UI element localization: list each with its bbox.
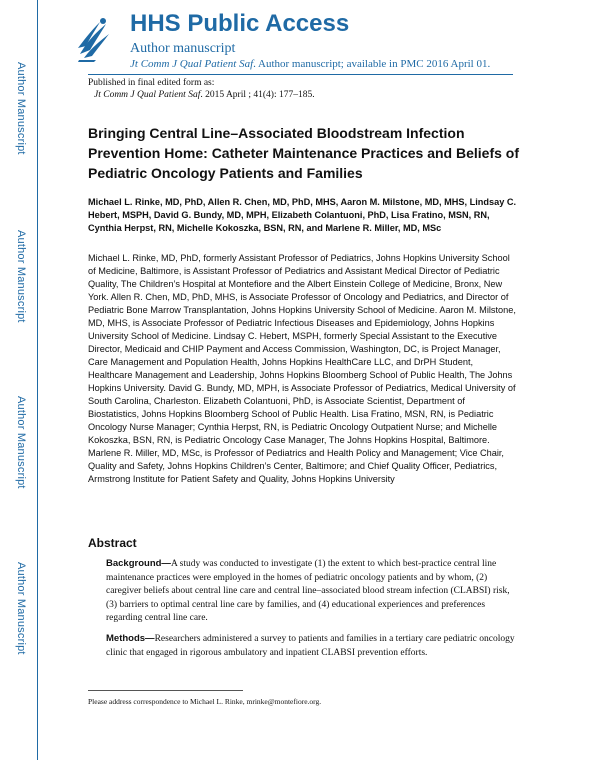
header-subtitle: Author manuscript <box>130 41 236 56</box>
abstract-methods <box>106 632 516 660</box>
side-rule <box>37 0 38 760</box>
methods-label: Methods— <box>106 633 155 644</box>
correspondence-footnote: Please address correspondence to Michael L. Rinke, mrinke@montefiore.org. <box>88 697 322 706</box>
side-label-author-manuscript: Author Manuscript <box>15 62 27 155</box>
background-text: A study was conducted to investigate (1) the extent to which best-practice central line maintenance practices were employed in the homes of pediatric oncology patients and by whom, (2) caregiver beliefs about central line care and central line–associated blood stream infection (CLABSI) risk, (3) barriers to optimal central line care by families, and (4) educational experiences and preferences regarding central line care. <box>106 559 510 623</box>
author-affiliations: Michael L. Rinke, MD, PhD, formerly Assistant Professor of Pediatrics, Johns Hopkins University School of Medicine, Baltimore, is Assistant Professor of Pediatrics and Assistant Medical Director of Pediatric Quality, The Children’s Hospital at Montefiore and the Albert Einstein College of Medicine, Bronx, New York. Allen R. Chen, MD, PhD, MHS, is Associate Professor of Oncology and Pediatrics, and Director of Pediatric Bone Marrow Transplantation, Johns Hopkins University School of Medicine. Aaron M. Milstone, MD, MHS, is Associate Professor of Pediatric Infectious Diseases and Epidemiology, Johns Hopkins University School of Medicine. Lindsay C. Hebert, MSPH, formerly Special Assistant to the Executive Director, Medicaid and CHIP Payment and Access Commission, Washington, DC, is Project Manager, Care Management and Population Health, Johns Hopkins HealthCare LLC, and DrPH Student, Healthcare Management and Leadership, Johns Hopkins Bloomberg School of Public Health, The Johns Hopkins University. David G. Bundy, MD, MPH, is Associate Professor of Pediatrics, Medical University of South Carolina, Charleston. Elizabeth Colantuoni, PhD, is Associate Scientist, Department of Biostatistics, Johns Hopkins Bloomberg School of Public Health. Lisa Fratino, MSN, RN, is Pediatric Oncology Nurse Manager; Cynthia Herpst, RN, is Pediatric Oncology Outpatient Nurse; and Michelle Kokoszka, BSN, RN, is Pediatric Oncology Case Manager, The Johns Hopkins Hospital, Baltimore. Marlene R. Miller, MD, MSc, is Professor of Pediatrics and Health Policy and Management; Vice Chair, Quality and Safety, Johns Hopkins Children’s Center, Baltimore; and Chief Quality Officer, Pediatrics, Armstrong Institute for Patient Safety and Quality, Johns Hopkins University <box>88 253 516 484</box>
published-label: Published in final edited form as: <box>88 78 215 88</box>
background-label: Background— <box>106 558 171 569</box>
published-citation <box>88 89 315 101</box>
author-list: Michael L. Rinke, MD, PhD, Allen R. Chen, MD, PhD, MHS, Aaron M. Milstone, MD, MHS, Lindsay C. Hebert, MSPH, David G. Bundy, MD, MPH, Elizabeth Colantuoni, PhD, Lisa Fratino, MSN, RN, Cynthia Herpst, RN, Michelle Kokoszka, BSN, RN, and Marlene R. Miller, MD, MSc <box>88 197 517 233</box>
header-citation <box>130 58 490 70</box>
footnote-rule <box>88 690 243 691</box>
article-title: Bringing Central Line–Associated Bloodstream Infection Prevention Home: Catheter Maintenance Practices and Beliefs of Pediatric Oncology Patients and Families <box>88 125 520 181</box>
header-journal: Jt Comm J Qual Patient Saf <box>130 58 254 70</box>
published-journal: Jt Comm J Qual Patient Saf <box>94 90 201 100</box>
header-availability: . Author manuscript; available in PMC 2016 April 01. <box>253 58 491 70</box>
published-details: . 2015 April ; 41(4): 177–185. <box>200 90 315 100</box>
side-label-author-manuscript: Author Manuscript <box>15 562 27 655</box>
header-rule <box>88 74 513 75</box>
hhs-eagle-icon <box>76 14 112 62</box>
methods-text: Researchers administered a survey to patients and families in a tertiary care pediatric oncology clinic that engaged in rigorous ambulatory and inpatient CLABSI prevention efforts. <box>106 634 515 658</box>
abstract-heading: Abstract <box>88 536 137 550</box>
side-label-author-manuscript: Author Manuscript <box>15 396 27 489</box>
published-info <box>88 77 315 101</box>
side-label-author-manuscript: Author Manuscript <box>15 230 27 323</box>
abstract-background <box>106 557 516 626</box>
header-title: HHS Public Access <box>130 10 350 37</box>
